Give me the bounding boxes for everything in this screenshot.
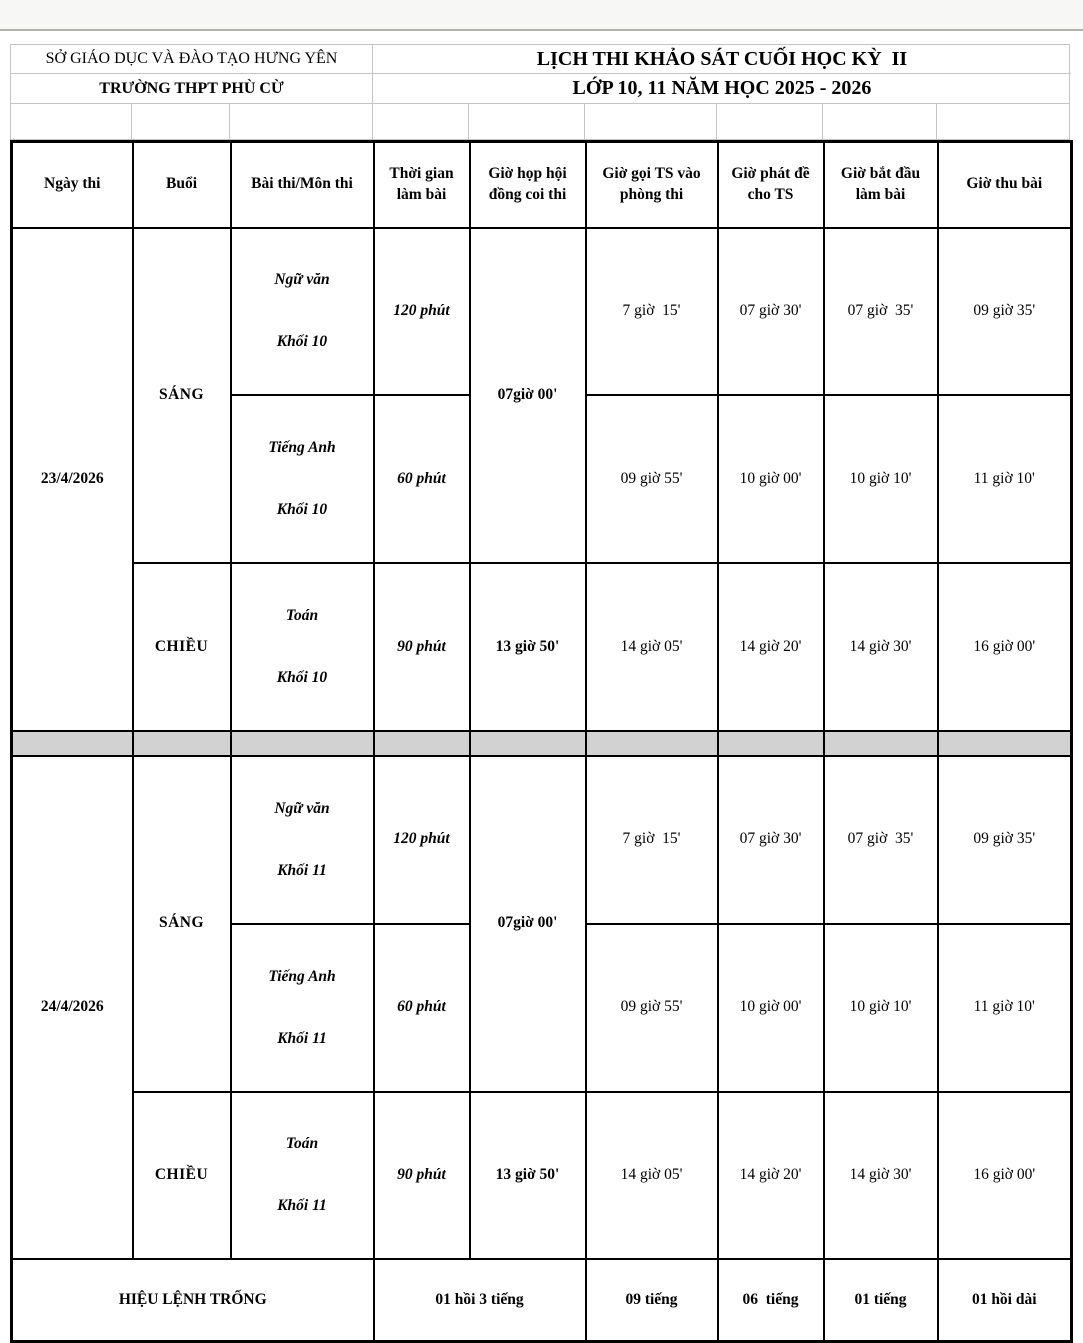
subject-cell [231,924,374,1092]
handout-time-cell: 10 giờ 00' [718,924,824,1092]
subject-cell [231,563,374,731]
empty-grid-cell [230,104,373,139]
letterhead [10,44,1070,104]
window-top-strip [0,0,1083,31]
start-time-cell: 14 giờ 30' [824,1092,938,1260]
start-time-cell: 07 giờ 35' [824,756,938,924]
document [10,44,1070,1343]
col-header-collect-time: Giờ thu bài [938,142,1072,228]
drum-signal-handout: 06 tiếng [718,1259,824,1341]
meeting-time-cell: 07giờ 00' [470,228,586,564]
session-afternoon-cell: CHIỀU [133,563,231,731]
separator-cell [938,731,1072,756]
handout-time-cell: 07 giờ 30' [718,228,824,396]
meeting-time-cell: 13 giờ 50' [470,563,586,731]
collect-time-cell: 09 giờ 35' [938,228,1072,396]
call-time-cell: 7 giờ 15' [586,228,718,396]
collect-time-cell: 11 giờ 10' [938,924,1072,1092]
exam-schedule-table [10,140,1073,1343]
subject-cell [231,228,374,396]
empty-grid-cell [717,104,823,139]
subject-grade: Khối 10 [276,333,328,351]
col-header-handout-time: Giờ phát đề cho TS [718,142,824,228]
drum-signal-collect: 01 hồi dài [938,1259,1072,1341]
handout-time-cell: 07 giờ 30' [718,756,824,924]
subject-name: Toán [285,606,319,624]
session-morning-cell: SÁNG [133,228,231,564]
subject-grade: Khối 10 [276,668,328,686]
call-time-cell: 14 giờ 05' [586,563,718,731]
empty-grid-cell [469,104,585,139]
separator-cell [133,731,231,756]
handout-time-cell: 14 giờ 20' [718,563,824,731]
subject-name: Tiếng Anh [268,967,336,985]
col-header-meeting-time: Giờ họp hội đồng coi thi [470,142,586,228]
table-row [12,756,1072,924]
col-header-start-time: Giờ bắt đầu làm bài [824,142,938,228]
separator-cell [824,731,938,756]
school-name: TRƯỜNG THPT PHÙ CỪ [11,74,373,103]
table-row [12,563,1072,731]
duration-cell: 120 phút [374,756,470,924]
table-row [12,1092,1072,1260]
duration-cell: 60 phút [374,395,470,563]
collect-time-cell: 16 giờ 00' [938,563,1072,731]
empty-grid-cell [823,104,937,139]
separator-cell [470,731,586,756]
separator-cell [374,731,470,756]
col-header-exam-date: Ngày thi [12,142,133,228]
subject-grade: Khối 11 [277,1197,327,1215]
collect-time-cell: 16 giờ 00' [938,1092,1072,1260]
subject-cell [231,1092,374,1260]
session-morning-cell: SÁNG [133,756,231,1092]
call-time-cell: 09 giờ 55' [586,924,718,1092]
session-afternoon-cell: CHIỀU [133,1092,231,1260]
call-time-cell: 14 giờ 05' [586,1092,718,1260]
separator-cell [718,731,824,756]
exam-date-cell: 23/4/2026 [12,228,133,731]
duration-cell: 90 phút [374,1092,470,1260]
subject-cell [231,395,374,563]
start-time-cell: 10 giờ 10' [824,924,938,1092]
department-name: SỞ GIÁO DỤC VÀ ĐÀO TẠO HƯNG YÊN [11,45,373,74]
subject-name: Ngữ văn [274,271,330,289]
document-title-line1: LỊCH THI KHẢO SÁT CUỐI HỌC KỲ II [373,45,1071,74]
duration-cell: 60 phút [374,924,470,1092]
collect-time-cell: 11 giờ 10' [938,395,1072,563]
collect-time-cell: 09 giờ 35' [938,756,1072,924]
subject-grade: Khối 11 [277,861,327,879]
empty-grid-cell [132,104,230,139]
subject-cell [231,756,374,924]
start-time-cell: 14 giờ 30' [824,563,938,731]
col-header-session: Buổi [133,142,231,228]
subject-name: Tiếng Anh [268,439,336,457]
handout-time-cell: 10 giờ 00' [718,395,824,563]
duration-cell: 120 phút [374,228,470,396]
start-time-cell: 10 giờ 10' [824,395,938,563]
drum-signal-start: 01 tiếng [824,1259,938,1341]
separator-cell [586,731,718,756]
handout-time-cell: 14 giờ 20' [718,1092,824,1260]
col-header-subject: Bài thi/Môn thi [231,142,374,228]
empty-grid-row [10,104,1070,140]
call-time-cell: 7 giờ 15' [586,756,718,924]
col-header-duration: Thời gian làm bài [374,142,470,228]
document-title-line2: LỚP 10, 11 NĂM HỌC 2025 - 2026 [572,77,872,99]
start-time-cell: 07 giờ 35' [824,228,938,396]
empty-grid-cell [937,104,1071,139]
separator-cell [12,731,133,756]
empty-grid-cell [585,104,717,139]
drum-signal-row [12,1259,1072,1341]
empty-grid-cell [373,104,469,139]
empty-grid-cell [11,104,132,139]
drum-signal-call: 09 tiếng [586,1259,718,1341]
column-header-row [12,142,1072,228]
meeting-time-cell: 07giờ 00' [470,756,586,1092]
subject-grade: Khối 11 [277,1029,327,1047]
col-header-call-time: Giờ gọi TS vào phòng thi [586,142,718,228]
subject-name: Ngữ văn [274,799,330,817]
subject-grade: Khối 10 [276,501,328,519]
duration-cell: 90 phút [374,563,470,731]
drum-signal-duration: 01 hồi 3 tiếng [374,1259,586,1341]
meeting-time-cell: 13 giờ 50' [470,1092,586,1260]
separator-cell [231,731,374,756]
subject-name: Toán [285,1135,319,1153]
drum-signal-label: HIỆU LỆNH TRỐNG [12,1259,374,1341]
exam-date-cell: 24/4/2026 [12,756,133,1259]
table-row [12,228,1072,396]
call-time-cell: 09 giờ 55' [586,395,718,563]
separator-row [12,731,1072,756]
